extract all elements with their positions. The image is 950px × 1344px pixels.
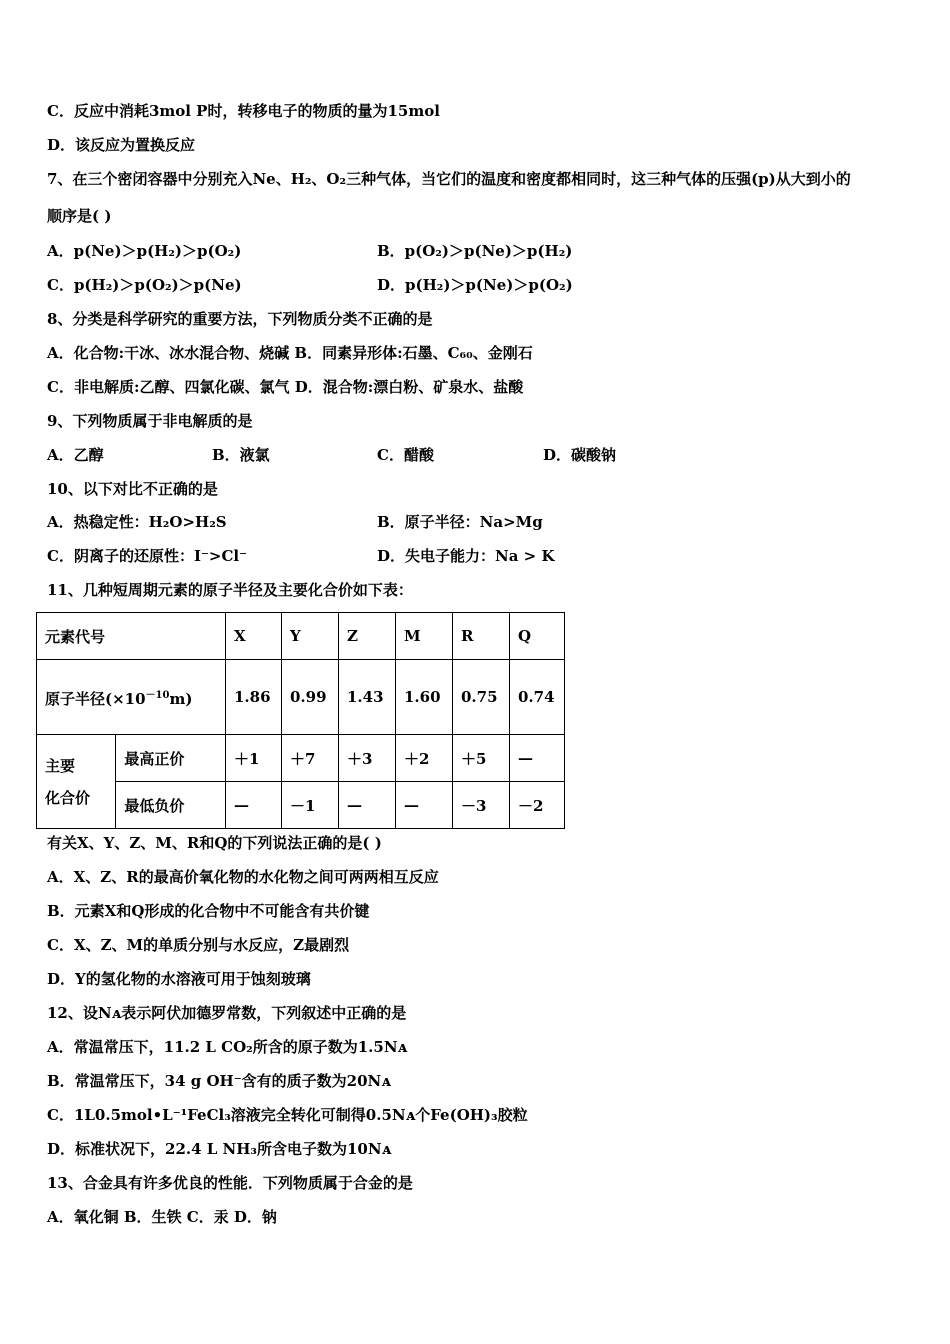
- q11-question: 有关X、Y、Z、M、R和Q的下列说法正确的是( ): [47, 834, 382, 852]
- min-valence-value: —: [339, 782, 396, 829]
- q8-options-line1: A．化合物:干冰、冰水混合物、烧碱 B．同素异形体:石墨、C₆₀、金刚石: [47, 344, 533, 362]
- q6-option-c: C．反应中消耗3mol P时，转移电子的物质的量为15mol: [47, 102, 440, 120]
- q12-option-c: C．1L0.5mol•L⁻¹FeCl₃溶液完全转化可制得0.5Nᴀ个Fe(OH)₃胶粒: [47, 1106, 528, 1124]
- q7-option-b: B．p(O₂)＞p(Ne)＞p(H₂): [377, 242, 573, 260]
- q10-stem: 10、以下对比不正确的是: [47, 480, 218, 498]
- q11-option-c: C．X、Z、M的单质分别与水反应，Z最剧烈: [47, 936, 350, 954]
- max-valence-value: ＋3: [339, 735, 396, 782]
- q10-option-a: A．热稳定性：H₂O>H₂S: [47, 513, 227, 531]
- min-valence-value: －2: [510, 782, 565, 829]
- q11-option-b: B．元素X和Q形成的化合物中不可能含有共价键: [47, 902, 370, 920]
- element-code-label: 元素代号: [37, 613, 226, 660]
- atomic-radius-value: 0.74: [510, 660, 565, 735]
- max-valence-label: 最高正价: [116, 735, 226, 782]
- q9-stem: 9、下列物质属于非电解质的是: [47, 412, 253, 430]
- atomic-radius-label: 原子半径$(\times 10^{-10}m)$: [37, 660, 226, 735]
- q8-options-line2: C．非电解质:乙醇、四氯化碳、氯气 D．混合物:漂白粉、矿泉水、盐酸: [47, 378, 524, 396]
- min-valence-value: －1: [282, 782, 339, 829]
- q13-stem: 13、合金具有许多优良的性能．下列物质属于合金的是: [47, 1174, 413, 1192]
- element-table: [36, 612, 565, 829]
- q12-stem: 12、设Nᴀ表示阿伏加德罗常数，下列叙述中正确的是: [47, 1004, 407, 1022]
- q7-option-a: A．p(Ne)＞p(H₂)＞p(O₂): [47, 242, 242, 260]
- max-valence-value: —: [510, 735, 565, 782]
- q8-stem: 8、分类是科学研究的重要方法，下列物质分类不正确的是: [47, 310, 433, 328]
- q13-options: A．氧化铜 B．生铁 C．汞 D．钠: [47, 1208, 277, 1226]
- element-code: X: [226, 613, 282, 660]
- q9-option-d: D．碳酸钠: [543, 446, 617, 464]
- table-row-min-valence: [37, 782, 565, 829]
- atomic-radius-value: 0.99: [282, 660, 339, 735]
- atomic-radius-value: 1.43: [339, 660, 396, 735]
- element-code: M: [396, 613, 453, 660]
- main-valence-label: [37, 735, 116, 829]
- q9-option-a: A．乙醇: [47, 446, 104, 464]
- element-code: R: [453, 613, 510, 660]
- element-code: Z: [339, 613, 396, 660]
- main-valence-label-1: 主要: [45, 756, 76, 775]
- q7-stem-line2: 顺序是( ): [47, 207, 112, 225]
- q12-option-a: A．常温常压下，11.2 L CO₂所含的原子数为1.5Nᴀ: [47, 1038, 408, 1056]
- q10-option-d: D．失电子能力：Na > K: [377, 547, 555, 565]
- atomic-radius-value: 1.86: [226, 660, 282, 735]
- element-code: Y: [282, 613, 339, 660]
- atomic-radius-value: 0.75: [453, 660, 510, 735]
- table-row-codes: [37, 613, 565, 660]
- atomic-radius-value: 1.60: [396, 660, 453, 735]
- min-valence-label: 最低负价: [116, 782, 226, 829]
- min-valence-value: —: [226, 782, 282, 829]
- q9-option-c: C．醋酸: [377, 446, 434, 464]
- table-row-radius: [37, 660, 565, 735]
- q6-option-d: D．该反应为置换反应: [47, 136, 196, 154]
- min-valence-value: －3: [453, 782, 510, 829]
- q11-stem: 11、几种短周期元素的原子半径及主要化合价如下表：: [47, 581, 413, 599]
- max-valence-value: ＋7: [282, 735, 339, 782]
- element-code: Q: [510, 613, 565, 660]
- q10-option-c: C．阴离子的还原性：I⁻>Cl⁻: [47, 547, 247, 565]
- table-row-max-valence: [37, 735, 565, 782]
- q7-option-c: C．p(H₂)＞p(O₂)＞p(Ne): [47, 276, 242, 294]
- q9-option-b: B．液氯: [212, 446, 270, 464]
- main-valence-label-2: 化合价: [45, 788, 91, 807]
- q11-option-a: A．X、Z、R的最高价氧化物的水化物之间可两两相互反应: [47, 868, 439, 886]
- q12-option-d: D．标准状况下，22.4 L NH₃所含电子数为10Nᴀ: [47, 1140, 392, 1158]
- q10-option-b: B．原子半径：Na>Mg: [377, 513, 543, 531]
- q12-option-b: B．常温常压下，34 g OH⁻含有的质子数为20Nᴀ: [47, 1072, 391, 1090]
- q7-stem-line1: 7、在三个密闭容器中分别充入Ne、H₂、O₂三种气体，当它们的温度和密度都相同时，这三种气体的压强(p)从大到小的: [47, 170, 851, 188]
- q7-option-d: D．p(H₂)＞p(Ne)＞p(O₂): [377, 276, 573, 294]
- max-valence-value: ＋2: [396, 735, 453, 782]
- max-valence-value: ＋5: [453, 735, 510, 782]
- q11-option-d: D．Y的氢化物的水溶液可用于蚀刻玻璃: [47, 970, 311, 988]
- min-valence-value: —: [396, 782, 453, 829]
- max-valence-value: ＋1: [226, 735, 282, 782]
